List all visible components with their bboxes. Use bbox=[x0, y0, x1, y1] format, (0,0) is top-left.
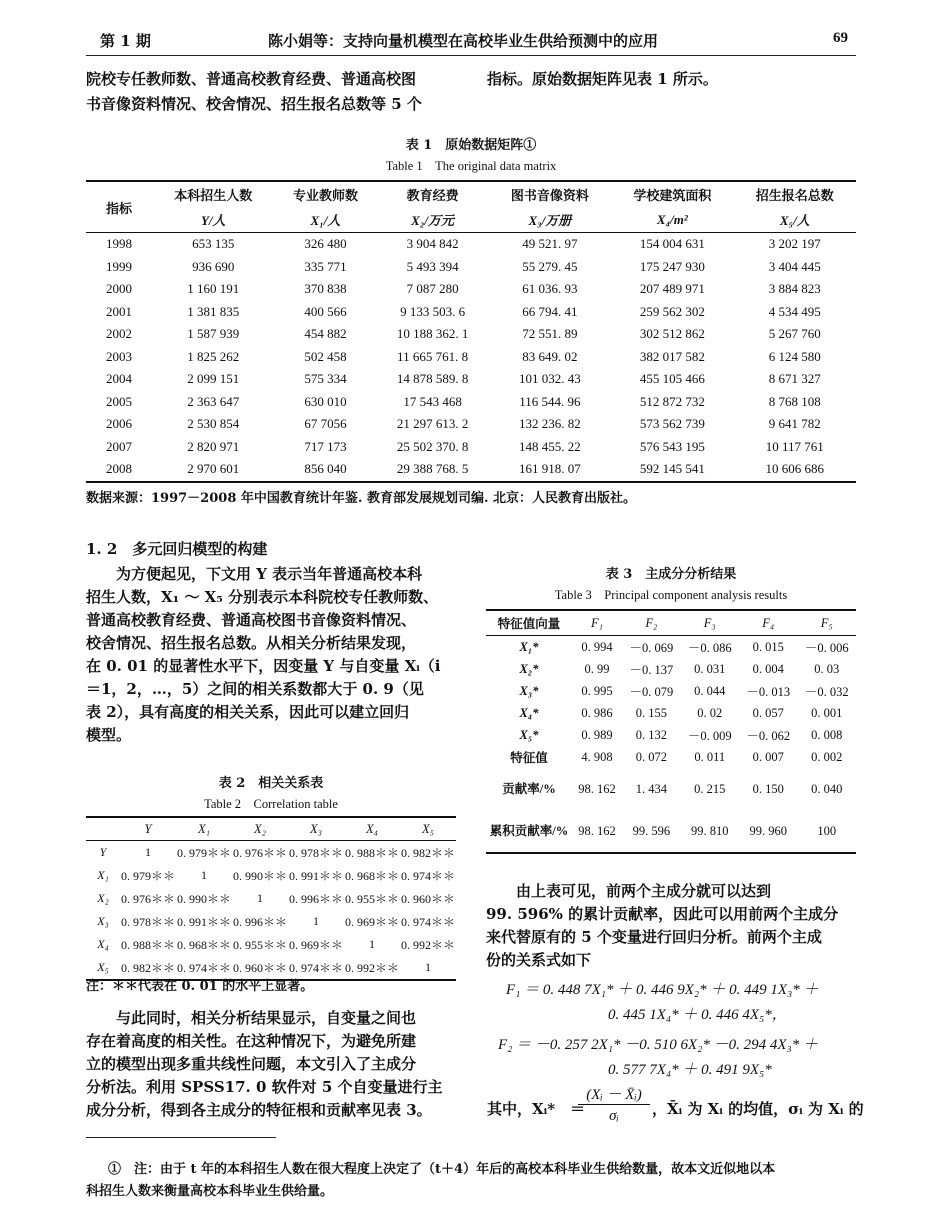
table2-cell: 0. 955＊＊ bbox=[344, 892, 399, 906]
table1-cell: 717 173 bbox=[304, 438, 347, 454]
table3-cell: 0. 215 bbox=[694, 781, 726, 796]
table1-cell: 72 551. 89 bbox=[522, 326, 578, 342]
table1-cell: 5 493 394 bbox=[406, 258, 459, 274]
table-row bbox=[86, 864, 456, 887]
table1-cell-label: 2004 bbox=[106, 371, 132, 387]
table3-header: F₁ bbox=[591, 615, 604, 630]
table1-col-unit: Y/人 bbox=[200, 213, 226, 228]
table1-cell-label: 2002 bbox=[106, 326, 132, 342]
para-line: 普通高校教育经费、普通高校图书音像资料情况、 bbox=[86, 611, 417, 629]
table2-cell-label: X₃ bbox=[97, 914, 109, 928]
table1-cell: 67 7056 bbox=[304, 416, 347, 432]
para-line: 由上表可见，前两个主成分就可以达到 bbox=[516, 882, 772, 900]
intro-right-line: 指标。原始数据矩阵见表 1 所示。 bbox=[487, 70, 718, 88]
table2-cell: 0. 955＊＊ bbox=[232, 938, 287, 952]
table1-col-name: 教育经费 bbox=[406, 188, 459, 203]
table2-header: X₁ bbox=[198, 821, 210, 836]
table1-cell: 653 135 bbox=[192, 236, 235, 252]
table3-cell: 0. 155 bbox=[635, 705, 667, 720]
table1-cell: 55 279. 45 bbox=[522, 258, 578, 274]
table2-cell: 0. 991＊＊ bbox=[288, 869, 343, 883]
para-line: 模型。 bbox=[86, 726, 132, 744]
formula-f2-line1: F₂ ＝ －0. 257 2X₁* －0. 510 6X₂* －0. 294 4X₃* ＋ bbox=[498, 1037, 819, 1053]
issue-number: 第 1 期 bbox=[100, 32, 151, 50]
table3-header: F₅ bbox=[820, 615, 833, 630]
table3-cell: 0. 989 bbox=[581, 727, 613, 742]
table2-cell: 0. 976＊＊ bbox=[120, 892, 175, 906]
table2-cell: 0. 974＊＊ bbox=[400, 869, 455, 883]
table3-cell: 4. 908 bbox=[581, 749, 613, 764]
table1-cell: 10 117 761 bbox=[765, 438, 824, 454]
table2-cell: 0. 978＊＊ bbox=[120, 915, 175, 929]
table1-cell-label: 2001 bbox=[106, 303, 132, 319]
table3-cell: 99. 960 bbox=[749, 823, 788, 838]
para-line: 分析法。利用 SPSS17. 0 软件对 5 个自变量进行主 bbox=[86, 1078, 443, 1096]
table-row bbox=[486, 702, 856, 724]
table2-cell-label: X₅ bbox=[97, 960, 109, 974]
table1-cell: 3 904 842 bbox=[406, 236, 459, 252]
table-row bbox=[486, 746, 856, 768]
para-line: 来代替原有的 5 个变量进行回归分析。前两个主成 bbox=[486, 928, 822, 946]
table1-col-name: 学校建筑面积 bbox=[633, 188, 712, 203]
table-row bbox=[86, 887, 456, 910]
table1-cell: 148 455. 22 bbox=[519, 438, 581, 454]
table3-cell: 100 bbox=[817, 823, 837, 838]
table3-cell: －0. 086 bbox=[687, 641, 732, 655]
intro-line-1: 院校专任教师数、普通高校教育经费、普通高校图 bbox=[86, 70, 417, 88]
table1-cell: 11 665 761. 8 bbox=[397, 348, 469, 364]
table1-col-name: 专业教师数 bbox=[292, 188, 358, 203]
table3-cell: －0. 013 bbox=[746, 685, 791, 699]
table1-cell: 454 882 bbox=[304, 326, 347, 342]
table3-cell: 1. 434 bbox=[635, 781, 667, 796]
table-row bbox=[486, 810, 856, 853]
table2-cell: 1 bbox=[425, 960, 431, 974]
table1-cell: 132 236. 82 bbox=[519, 416, 581, 432]
header-rule bbox=[86, 55, 856, 56]
table2-cell: 0. 974＊＊ bbox=[176, 961, 231, 975]
table1-cell: 8 768 108 bbox=[768, 393, 821, 409]
table2-header: Y bbox=[144, 821, 152, 836]
table1-col-unit: X₁/人 bbox=[310, 213, 341, 228]
table2-cell: 0. 996＊＊ bbox=[232, 915, 287, 929]
table3-cell: 0. 007 bbox=[752, 749, 784, 764]
table2-cell-label: X₂ bbox=[97, 891, 109, 905]
table1-source: 数据来源：1997－2008 年中国教育统计年鉴. 教育部发展规划司编. 北京：人民教育出版社。 bbox=[86, 491, 636, 506]
table2-cell: 0. 990＊＊ bbox=[176, 892, 231, 906]
table1-cell: 175 247 930 bbox=[639, 258, 705, 274]
table2-cell: 0. 968＊＊ bbox=[176, 938, 231, 952]
table1-cell: 3 884 823 bbox=[768, 281, 821, 297]
table3-cell-label: X₂* bbox=[519, 661, 539, 676]
para-line: 99. 596% 的累计贡献率，因此可以用前两个主成分 bbox=[486, 905, 839, 923]
table1-cell-label: 2005 bbox=[106, 393, 132, 409]
table1-col-unit: X₅/人 bbox=[779, 213, 810, 228]
table2-cell: 0. 974＊＊ bbox=[288, 961, 343, 975]
table1-cell: 400 566 bbox=[304, 303, 347, 319]
para-2 bbox=[86, 1007, 461, 1122]
table2-header bbox=[86, 817, 120, 841]
where-prefix: 其中，Xᵢ* ＝ bbox=[487, 1100, 586, 1118]
formula-f1-line1: F₁ ＝ 0. 448 7X₁* ＋ 0. 446 9X₂* ＋ 0. 449 1X₃* ＋ bbox=[506, 982, 819, 998]
table1-cell: 382 017 582 bbox=[639, 348, 705, 364]
table3-cell: 99. 596 bbox=[632, 823, 671, 838]
fraction-numerator: (Xᵢ － X̄ᵢ) bbox=[578, 1083, 650, 1105]
table3-cell-label: 特征值 bbox=[510, 751, 548, 765]
table1-cell: 1 825 262 bbox=[187, 348, 240, 364]
table1-cell: 1 381 835 bbox=[187, 303, 240, 319]
table1-cell: 2 363 647 bbox=[187, 393, 240, 409]
table2-header: X₂ bbox=[254, 821, 266, 836]
table3-cell: 0. 99 bbox=[584, 661, 610, 676]
table1-cell: 161 918. 07 bbox=[519, 461, 581, 477]
table-row bbox=[486, 724, 856, 746]
para-line: 存在着高度的相关性。在这种情况下，为避免所建 bbox=[86, 1032, 417, 1050]
table3-cell: 99. 810 bbox=[691, 823, 729, 838]
table1-cell: 575 334 bbox=[304, 371, 347, 387]
table3-cell: 0. 001 bbox=[811, 705, 843, 720]
table-row bbox=[86, 413, 856, 436]
table3-cell-label: X₅* bbox=[519, 727, 539, 742]
table2-cell: 1 bbox=[257, 891, 263, 905]
footnote-line-1: ① 注：由于 t 年的本科招生人数在很大程度上决定了（t＋4）年后的高校本科毕业生供给数量，故本文近似地以本 bbox=[108, 1162, 776, 1177]
para-line: 份的关系式如下 bbox=[486, 951, 592, 969]
table1-col-unit: X₃/万册 bbox=[528, 213, 572, 228]
table1-cell-label: 2007 bbox=[106, 438, 132, 454]
table2-cell: 0. 988＊＊ bbox=[120, 938, 175, 952]
table2-cell: 0. 992＊＊ bbox=[400, 938, 455, 952]
table1-cell: 83 649. 02 bbox=[522, 348, 578, 364]
table3-cell: 0. 031 bbox=[694, 661, 726, 676]
table2-cell-label: X₄ bbox=[97, 937, 109, 951]
table1-cell: 116 544. 96 bbox=[519, 393, 581, 409]
table3-cell: 0. 986 bbox=[581, 705, 613, 720]
table2-header: X₅ bbox=[422, 821, 434, 836]
table3-cell-label: 累积贡献率/% bbox=[489, 823, 569, 838]
para-3 bbox=[486, 880, 858, 972]
table1-cell-label: 2006 bbox=[106, 416, 132, 432]
table3-header: F₃ bbox=[703, 615, 716, 630]
table3-cell-label: 贡献率/% bbox=[502, 781, 556, 796]
table1-cell: 207 489 971 bbox=[639, 281, 705, 297]
table2-cell-label: X₁ bbox=[97, 868, 109, 882]
table3-cell: 0. 040 bbox=[811, 781, 843, 796]
table2-correlation bbox=[86, 816, 456, 981]
table2-cell: 0. 979＊＊ bbox=[176, 846, 231, 860]
table1-cell: 154 004 631 bbox=[639, 236, 705, 252]
formula-f1-line2: 0. 445 1X₄* ＋ 0. 446 4X₅*， bbox=[608, 1007, 787, 1023]
table1-cell: 17 543 468 bbox=[403, 393, 462, 409]
intro-line-2: 书音像资料情况、校舍情况、招生报名总数等 5 个 bbox=[86, 95, 422, 113]
footnote-rule bbox=[86, 1137, 276, 1138]
table3-cell: －0. 062 bbox=[746, 729, 791, 743]
table1-cell: 49 521. 97 bbox=[522, 236, 578, 252]
table2-cell: 0. 982＊＊ bbox=[400, 846, 455, 860]
table1-cell-label: 2008 bbox=[106, 461, 132, 477]
table1-cell: 5 267 760 bbox=[768, 326, 821, 342]
table1-cell: 10 606 686 bbox=[765, 461, 825, 477]
table1-cell-label: 2000 bbox=[106, 281, 132, 297]
section-para-1 bbox=[86, 563, 461, 747]
table2-cell: 0. 991＊＊ bbox=[176, 915, 231, 929]
table1-cell: 630 010 bbox=[304, 393, 347, 409]
table3-cell-label: X₃* bbox=[519, 683, 539, 698]
table3-cell: 0. 150 bbox=[752, 781, 784, 796]
table3-cell: 0. 995 bbox=[581, 683, 613, 698]
table2-cell: 0. 996＊＊ bbox=[288, 892, 343, 906]
table-row bbox=[86, 346, 856, 369]
table1-cell: 856 040 bbox=[304, 461, 347, 477]
table1-cell: 2 530 854 bbox=[187, 416, 240, 432]
table3-cell: －0. 069 bbox=[629, 641, 674, 655]
table3-cell: －0. 009 bbox=[687, 729, 732, 743]
table1-cell-label: 1999 bbox=[106, 258, 132, 274]
table1-cell: 29 388 768. 5 bbox=[396, 461, 469, 477]
table1-cell: 7 087 280 bbox=[406, 281, 459, 297]
para-line: 招生人数，X₁ ～ X₅ 分别表示本科院校专任教师数、 bbox=[86, 588, 439, 606]
table2-cell: 0. 978＊＊ bbox=[288, 846, 343, 860]
table3-cell: －0. 006 bbox=[804, 641, 849, 655]
table3-header: F₄ bbox=[762, 615, 775, 630]
table1-cell: 302 512 862 bbox=[639, 326, 705, 342]
table3-cell: 0. 002 bbox=[811, 749, 843, 764]
table3-cell-label: X₄* bbox=[519, 705, 539, 720]
table1-cell: 61 036. 93 bbox=[522, 281, 578, 297]
table1-col-name: 图书音像资料 bbox=[510, 188, 589, 203]
table2-cell: 0. 969＊＊ bbox=[288, 938, 343, 952]
table2-cell: 1 bbox=[201, 868, 207, 882]
table1-cell: 66 794. 41 bbox=[522, 303, 578, 319]
table-row bbox=[86, 233, 856, 256]
table-row bbox=[486, 658, 856, 680]
table1-cell: 101 032. 43 bbox=[519, 371, 581, 387]
table1-cell: 592 145 541 bbox=[639, 461, 705, 477]
table1-caption-cn: 表 1 原始数据矩阵① bbox=[405, 138, 537, 153]
table1-cell: 370 838 bbox=[304, 281, 347, 297]
table3-cell: 0. 994 bbox=[581, 639, 613, 654]
fraction-denominator: σᵢ bbox=[609, 1108, 619, 1124]
table-row bbox=[486, 768, 856, 810]
section-title: 1. 2 多元回归模型的构建 bbox=[86, 540, 268, 558]
table2-cell: 0. 969＊＊ bbox=[344, 915, 399, 929]
para-line: ＝1，2，…，5）之间的相关系数都大于 0. 9（见 bbox=[86, 680, 424, 698]
table1-cell: 1 160 191 bbox=[187, 281, 240, 297]
table2-header: X₃ bbox=[310, 821, 322, 836]
table1-cell: 3 404 445 bbox=[768, 258, 821, 274]
para-line: 为方便起见，下文用 Y 表示当年普通高校本科 bbox=[116, 565, 423, 583]
table1-cell: 8 671 327 bbox=[768, 371, 821, 387]
table3-cell: －0. 079 bbox=[629, 685, 674, 699]
table3-cell: 0. 015 bbox=[752, 639, 784, 654]
table3-cell: 0. 02 bbox=[697, 705, 723, 720]
table1-col-unit: X₄/m² bbox=[656, 211, 688, 227]
table2-cell: 0. 979＊＊ bbox=[120, 869, 175, 883]
running-title: 陈小娟等：支持向量机模型在高校毕业生供给预测中的应用 bbox=[268, 32, 659, 50]
table2-header: X₄ bbox=[366, 821, 378, 836]
table3-caption-cn: 表 3 主成分分析结果 bbox=[605, 567, 737, 582]
table1-col-unit: X₂/万元 bbox=[411, 213, 454, 228]
para-line: 成分分析，得到各主成分的特征根和贡献率见表 3。 bbox=[86, 1101, 432, 1119]
para-line: 与此同时，相关分析结果显示，自变量之间也 bbox=[116, 1009, 417, 1027]
table2-cell: 0. 992＊＊ bbox=[344, 961, 399, 975]
para-line: 表 2），具有高度的相关关系，因此可以建立回归 bbox=[86, 703, 410, 721]
table1-cell: 259 562 302 bbox=[639, 303, 705, 319]
table1-cell: 14 878 589. 8 bbox=[396, 371, 469, 387]
table1-cell: 573 562 739 bbox=[639, 416, 705, 432]
table3-cell: 98. 162 bbox=[578, 781, 616, 796]
table1-cell-label: 2003 bbox=[106, 348, 132, 364]
table3-cell: 0. 132 bbox=[635, 727, 667, 742]
table1-cell: 21 297 613. 2 bbox=[396, 416, 469, 432]
table1-cell: 335 771 bbox=[304, 258, 347, 274]
table3-caption-en: Table 3 Principal component analysis results bbox=[554, 588, 788, 602]
table3-cell-label: X₁* bbox=[519, 639, 539, 654]
table2-cell: 1 bbox=[145, 845, 151, 859]
table3-cell: 0. 004 bbox=[752, 661, 784, 676]
table2-cell: 0. 960＊＊ bbox=[232, 961, 287, 975]
table1-original-data bbox=[86, 180, 856, 483]
table3-header: 特征值向量 bbox=[497, 617, 561, 631]
table3-pca-results bbox=[486, 609, 856, 854]
table1-cell-label: 1998 bbox=[106, 236, 132, 252]
table3-cell: 0. 03 bbox=[814, 661, 840, 676]
table1-cell: 4 534 495 bbox=[768, 303, 821, 319]
table1-cell: 326 480 bbox=[304, 236, 347, 252]
table-row bbox=[86, 436, 856, 459]
table1-body bbox=[86, 233, 856, 482]
table1-cell: 6 124 580 bbox=[768, 348, 821, 364]
table-row bbox=[86, 910, 456, 933]
table1-cell: 2 099 151 bbox=[187, 371, 240, 387]
table3-cell: 0. 057 bbox=[752, 705, 784, 720]
table3-cell: 0. 044 bbox=[694, 683, 726, 698]
table2-caption-cn: 表 2 相关关系表 bbox=[218, 776, 324, 791]
table1-cell: 455 105 466 bbox=[639, 371, 705, 387]
table1-cell: 25 502 370. 8 bbox=[396, 438, 469, 454]
table2-cell: 0. 974＊＊ bbox=[400, 915, 455, 929]
table3-body bbox=[486, 636, 856, 854]
table2-cell: 0. 960＊＊ bbox=[400, 892, 455, 906]
table-row bbox=[86, 368, 856, 391]
table-row bbox=[86, 301, 856, 324]
para-line: 立的模型出现多重共线性问题，本文引入了主成分 bbox=[86, 1055, 417, 1073]
table2-cell-label: Y bbox=[99, 845, 107, 859]
table3-cell: －0. 032 bbox=[804, 685, 849, 699]
table2-cell: 1 bbox=[369, 937, 375, 951]
table-row bbox=[86, 256, 856, 279]
table2-cell: 0. 976＊＊ bbox=[232, 846, 287, 860]
table2-note: 注：＊＊代表在 0. 01 的水平上显著。 bbox=[86, 979, 314, 994]
table3-cell: －0. 137 bbox=[629, 663, 674, 677]
table3-cell: 0. 072 bbox=[635, 749, 667, 764]
para-line: 在 0. 01 的显著性水平下，因变量 Y 与自变量 Xᵢ（i bbox=[86, 657, 441, 675]
table1-cell: 10 188 362. 1 bbox=[396, 326, 469, 342]
table1-cell: 2 970 601 bbox=[187, 461, 240, 477]
table2-cell: 0. 968＊＊ bbox=[344, 869, 399, 883]
table1-cell: 502 458 bbox=[304, 348, 347, 364]
table1-cell: 512 872 732 bbox=[639, 393, 705, 409]
table1-cell: 9 133 503. 6 bbox=[400, 303, 466, 319]
table-row bbox=[86, 841, 456, 865]
table3-header: F₂ bbox=[645, 615, 658, 630]
table1-col-name: 本科招生人数 bbox=[174, 188, 253, 203]
table3-cell: 0. 011 bbox=[694, 749, 726, 764]
table-row bbox=[86, 391, 856, 414]
table1-caption-en: Table 1 The original data matrix bbox=[385, 159, 557, 173]
para-line: 校舍情况、招生报名总数。从相关分析结果发现， bbox=[86, 634, 417, 652]
table3-cell: 98. 162 bbox=[578, 823, 616, 838]
table-row bbox=[86, 323, 856, 346]
footnote-line-2: 科招生人数来衡量高校本科毕业生供给量。 bbox=[86, 1184, 334, 1199]
formula-f2-line2: 0. 577 7X₄* ＋ 0. 491 9X₅* bbox=[608, 1062, 772, 1078]
table1-cell: 576 543 195 bbox=[639, 438, 705, 454]
table-row bbox=[86, 278, 856, 301]
table2-cell: 0. 982＊＊ bbox=[120, 961, 175, 975]
table1-cell: 936 690 bbox=[192, 258, 235, 274]
table1-cell: 1 587 939 bbox=[187, 326, 240, 342]
table2-body bbox=[86, 841, 456, 981]
table1-cell: 9 641 782 bbox=[768, 416, 821, 432]
table1-row-header: 指标 bbox=[86, 181, 152, 233]
table3-cell: 0. 008 bbox=[811, 727, 843, 742]
table-row bbox=[86, 933, 456, 956]
table2-cell: 1 bbox=[313, 914, 319, 928]
table-row bbox=[486, 680, 856, 702]
table-row bbox=[86, 458, 856, 482]
table2-cell: 0. 990＊＊ bbox=[232, 869, 287, 883]
table2-cell: 0. 988＊＊ bbox=[344, 846, 399, 860]
table-row bbox=[486, 636, 856, 659]
table1-cell: 3 202 197 bbox=[768, 236, 821, 252]
table2-caption-en: Table 2 Correlation table bbox=[204, 797, 338, 811]
table1-cell: 2 820 971 bbox=[187, 438, 240, 454]
table1-col-name: 招生报名总数 bbox=[755, 188, 834, 203]
where-suffix: ，X̄ᵢ 为 Xᵢ 的均值，σᵢ 为 Xᵢ 的 bbox=[652, 1100, 864, 1118]
page-number: 69 bbox=[833, 30, 848, 46]
